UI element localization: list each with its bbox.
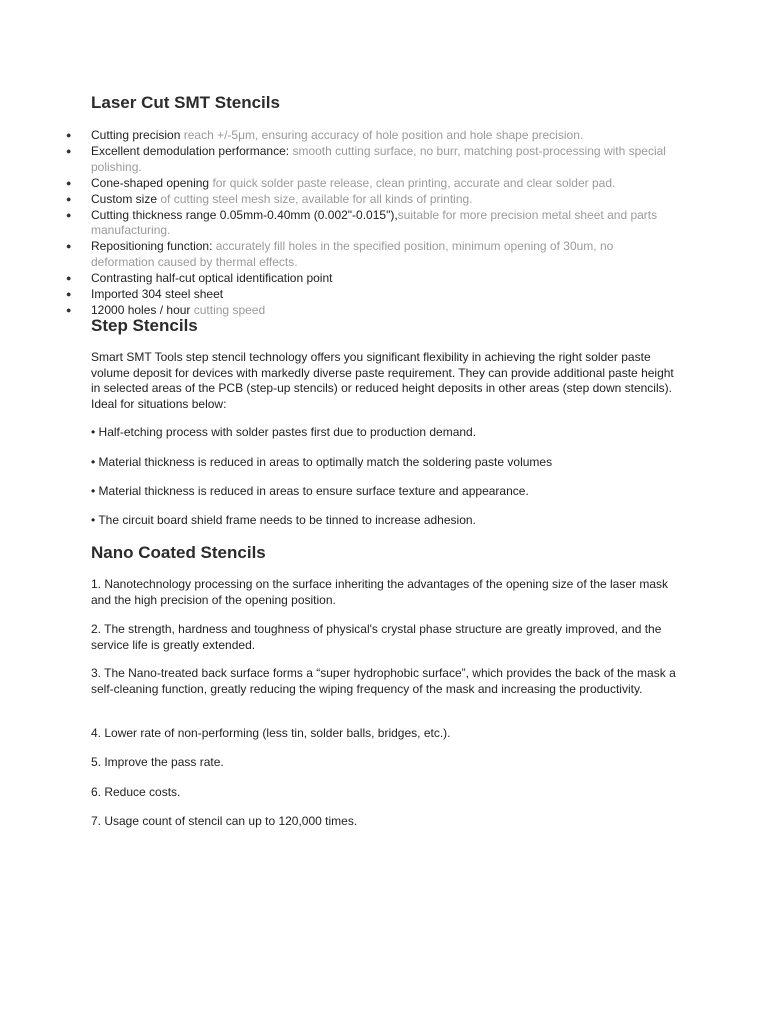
nano-point-6: 6. Reduce costs. xyxy=(91,785,181,799)
bullet-icon: ● xyxy=(66,304,72,315)
nano-point-3: 3. The Nano-treated back surface forms a “super hydrophobic surface”, which provides the back of the mask a self-cleaning function, greatly reducing the wiping frequency of the mask and increasing the productivity. xyxy=(91,666,676,696)
step-point-2: • Material thickness is reduced in areas to optimally match the soldering paste volumes xyxy=(91,455,553,469)
step-stencils-heading: Step Stencils xyxy=(91,316,198,335)
nano-point-4: 4. Lower rate of non-performing (less tin, solder balls, bridges, etc.). xyxy=(91,726,451,740)
item-lead-text: Cutting precision xyxy=(91,128,184,142)
step-stencils-intro: Smart SMT Tools step stencil technology offers you significant flexibility in achieving the right solder paste volume deposit for devices with markedly diverse paste requirement. They can provide additional paste height in selected areas of the PCB (step-up stencils) or reduced height deposits in other areas (step down stencils). Ideal for situations below: xyxy=(91,350,674,411)
item-detail-text: of cutting steel mesh size, available for all kinds of printing. xyxy=(160,191,473,206)
list-item xyxy=(0,239,768,270)
bullet-icon: ● xyxy=(66,130,72,140)
nano-point-2: 2. The strength, hardness and toughness of physical's crystal phase structure are greatly improved, and the service life is greatly extended. xyxy=(91,622,662,652)
step-point-3: • Material thickness is reduced in areas to ensure surface texture and appearance. xyxy=(91,484,529,498)
item-detail-text: for quick solder paste release, clean printing, accurate and clear solder pad. xyxy=(212,175,616,190)
list-item xyxy=(0,128,768,144)
item-lead-text: Imported 304 steel sheet xyxy=(91,286,224,301)
item-lead-text: 12000 holes / hour xyxy=(91,302,194,317)
item-lead-text: Repositioning function: xyxy=(91,239,216,253)
nano-point-7: 7. Usage count of stencil can up to 120,000 times. xyxy=(91,814,358,828)
nano-coated-heading: Nano Coated Stencils xyxy=(91,543,266,562)
bullet-icon: ● xyxy=(66,288,72,299)
item-lead-text: Cone-shaped opening xyxy=(91,175,213,190)
bullet-icon: ● xyxy=(66,193,72,204)
bullet-icon: ● xyxy=(66,209,72,220)
item-detail-text: reach +/-5μm, ensuring accuracy of hole position and hole shape precision. xyxy=(183,128,584,142)
bullet-icon: ● xyxy=(66,241,72,251)
item-detail-text: smooth cutting surface, no burr, matching post-processing with special polishing. xyxy=(91,144,666,174)
item-lead-text: Excellent demodulation performance: xyxy=(91,144,293,158)
laser-cut-feature-list xyxy=(0,128,768,319)
bullet-icon: ● xyxy=(66,272,72,283)
step-point-1: • Half-etching process with solder pastes first due to production demand. xyxy=(91,425,477,439)
item-detail-text: cutting speed xyxy=(193,302,266,317)
list-item xyxy=(0,176,768,192)
list-item xyxy=(0,287,768,303)
item-detail-text: accurately fill holes in the specified position, minimum opening of 30um, no deformation caused by thermal effects. xyxy=(91,239,614,269)
item-lead-text: Contrasting half-cut optical identification point xyxy=(91,270,333,285)
step-point-4: • The circuit board shield frame needs to be tinned to increase adhesion. xyxy=(91,513,476,527)
list-item xyxy=(0,192,768,208)
laser-cut-heading: Laser Cut SMT Stencils xyxy=(91,93,280,112)
nano-point-5: 5. Improve the pass rate. xyxy=(91,755,224,769)
list-item xyxy=(0,208,768,239)
bullet-icon: ● xyxy=(66,177,72,188)
item-detail-text: suitable for more precision metal sheet and parts manufacturing. xyxy=(91,207,658,237)
list-item xyxy=(0,271,768,287)
nano-point-1: 1. Nanotechnology processing on the surface inheriting the advantages of the opening size of the laser mask and the high precision of the opening position. xyxy=(91,577,669,607)
item-lead-text: Cutting thickness range 0.05mm-0.40mm (0.002"-0.015"), xyxy=(91,207,398,222)
list-item xyxy=(0,144,768,175)
item-lead-text: Custom size xyxy=(91,191,161,206)
bullet-icon: ● xyxy=(66,146,72,156)
